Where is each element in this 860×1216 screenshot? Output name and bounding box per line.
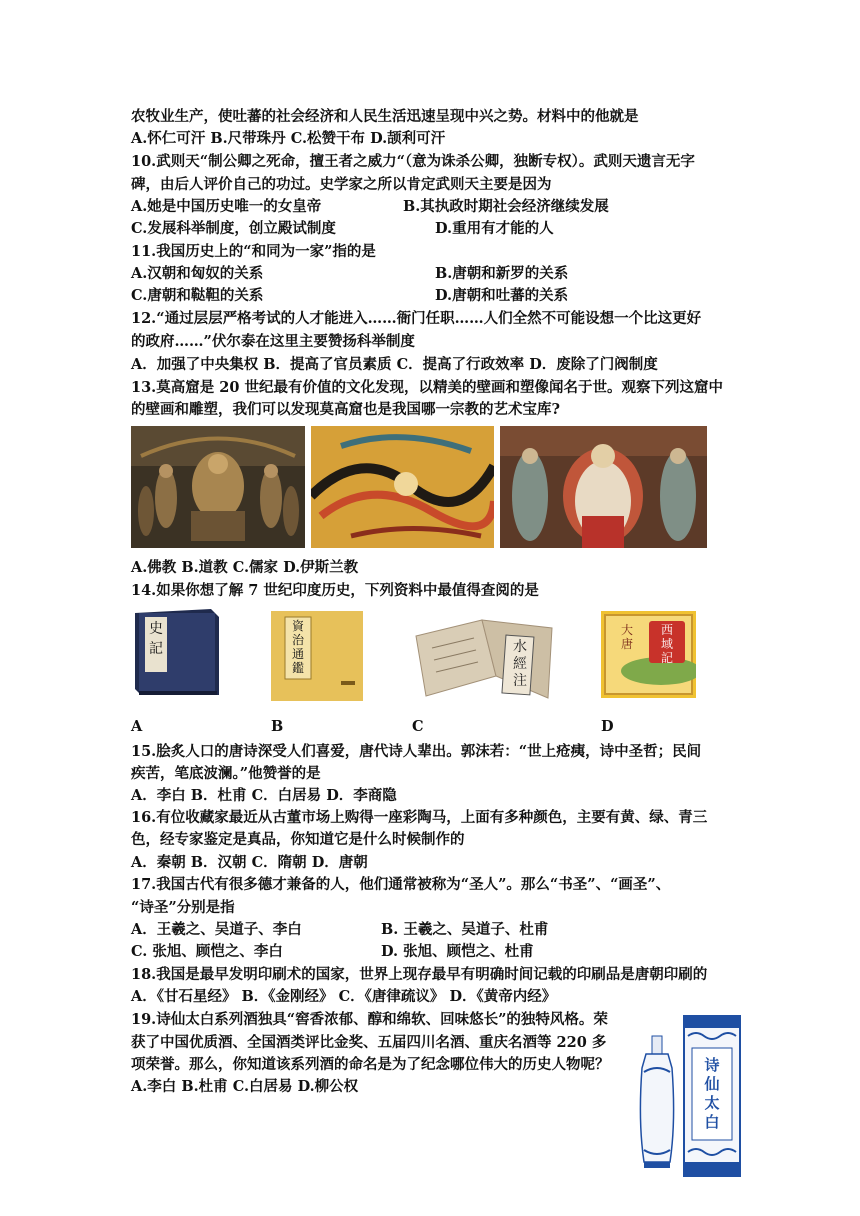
q11-option-a: A.汉朝和匈奴的关系 [131, 265, 264, 282]
q17-option-a: A．王羲之、吴道子、李白 [131, 921, 302, 938]
q16-options: A．秦朝 B．汉朝 C．隋朝 D．唐朝 [131, 854, 368, 871]
q9-options: A.怀仁可汗 B.尺带珠丹 C.松赞干布 D.颉利可汗 [131, 130, 446, 147]
q17-stem-1: 17.我国古代有很多德才兼备的人，他们通常被称为“圣人”。那么“书圣”、“画圣”、 [131, 876, 671, 893]
q11-option-b: B.唐朝和新罗的关系 [435, 265, 569, 282]
q14-label-d: D [601, 718, 614, 735]
shixian-taibai-liquor-image [632, 1012, 744, 1184]
q13-stem-1: 13.莫高窟是 20 世纪最有价值的文化发现，以精美的壁画和塑像闻名于世。观察下列这窟中 [131, 379, 723, 396]
q14-label-c: C [412, 718, 424, 735]
q18-options: A．《甘石星经》 B．《金刚经》 C．《唐律疏议》 D．《黄帝内经》 [131, 988, 557, 1005]
q15-stem-2: 疾苦，笔底波澜。”他赞誉的是 [131, 765, 321, 782]
q14-stem: 14.如果你想了解 7 世纪印度历史，下列资料中最值得查阅的是 [131, 582, 539, 599]
q10-option-d: D.重用有才能的人 [435, 220, 554, 237]
datang-title: 大唐 [621, 623, 634, 651]
q12-stem-2: 的政府……”伏尔泰在这里主要赞扬科举制度 [131, 333, 415, 350]
q17-option-d: D. 张旭、顾恺之、杜甫 [381, 943, 534, 960]
shuijingzhu-title: 水經注 [513, 639, 527, 689]
q10-stem-1: 10.武则天“制公卿之死命，擅王者之威力“（意为诛杀公卿，独断专权）。武则天遗言无字 [131, 153, 695, 170]
zizhi-tongjian-book-image [271, 611, 363, 701]
q10-stem-2: 碑，由后人评价自己的功过。史学家之所以肯定武则天主要是因为 [131, 176, 552, 193]
shiji-book-image [131, 607, 223, 697]
mogao-statues-image [131, 426, 305, 548]
q12-stem-1: 12.“通过层层严格考试的人才能进入……衙门任职……人们全然不可能设想一个比这更好 [131, 310, 702, 327]
q16-stem-2: 色，经专家鉴定是真品，你知道它是什么时候制作的 [131, 831, 465, 848]
q19-stem-2: 获了中国优质酒、全国酒类评比金奖、五届四川名酒、重庆名酒等 220 多 [131, 1034, 607, 1051]
q19-options: A.李白 B.杜甫 C.白居易 D.柳公权 [131, 1078, 359, 1095]
q19-stem-3: 项荣誉。那么，你知道该系列酒的命名是为了纪念哪位伟大的历史人物呢？ [131, 1056, 610, 1073]
q11-option-d: D.唐朝和吐蕃的关系 [435, 287, 569, 304]
xiyuji-title: 西域記 [660, 623, 673, 665]
q18-stem: 18.我国是最早发明印刷术的国家，世界上现存最早有明确时间记载的印刷品是唐朝印刷的 [131, 966, 708, 983]
q12-options: A．加强了中央集权 B．提高了官员素质 C．提高了行政效率 D．废除了门阀制度 [131, 356, 658, 373]
q11-option-c: C.唐朝和鞑靼的关系 [131, 287, 264, 304]
q17-option-b: B. 王羲之、吴道子、杜甫 [381, 921, 549, 938]
datang-xiyuji-book-image [601, 611, 696, 698]
q10-option-b: B.其执政时期社会经济继续发展 [403, 198, 609, 215]
q14-label-b: B [271, 718, 284, 735]
bottle-box-text: 诗仙太白 [704, 1056, 720, 1131]
q17-stem-2: “诗圣”分别是指 [131, 899, 235, 916]
q16-stem-1: 16.有位收藏家最近从古董市场上购得一座彩陶马，上面有多种颜色，主要有黄、绿、青三 [131, 809, 708, 826]
q10-option-a: A.她是中国历史唯一的女皇帝 [131, 198, 322, 215]
zizhi-tongjian-title: 資治通鑑 [291, 619, 304, 675]
q17-option-c: C. 张旭、顾恺之、李白 [131, 943, 283, 960]
q15-options: A．李白 B．杜甫 C．白居易 D．李商隐 [131, 787, 397, 804]
q9-tail-text: 农牧业生产，使吐蕃的社会经济和人民生活迅速呈现中兴之势。材料中的他就是 [131, 108, 639, 125]
q13-stem-2: 的壁画和雕塑，我们可以发现莫高窟也是我国哪一宗教的艺术宝库? [131, 401, 560, 418]
q14-label-a: A [131, 718, 143, 735]
shiji-title: 史記 [149, 621, 163, 657]
shuijingzhu-book-image [412, 614, 556, 704]
q19-stem-1: 19.诗仙太白系列酒独具“窖香浓郁、醇和绵软、回味悠长”的独特风格。荣 [131, 1011, 608, 1028]
mogao-colored-sculpture-image [500, 426, 707, 548]
q15-stem-1: 15.脍炙人口的唐诗深受人们喜爱，唐代诗人辈出。郭沫若：“世上疮痍，诗中圣哲；民间 [131, 743, 702, 760]
mogao-flying-apsara-image [311, 426, 494, 548]
q10-option-c: C.发展科举制度，创立殿试制度 [131, 220, 336, 237]
q11-stem: 11.我国历史上的“和同为一家”指的是 [131, 243, 376, 260]
q13-options: A.佛教 B.道教 C.儒家 D.伊斯兰教 [131, 559, 359, 576]
